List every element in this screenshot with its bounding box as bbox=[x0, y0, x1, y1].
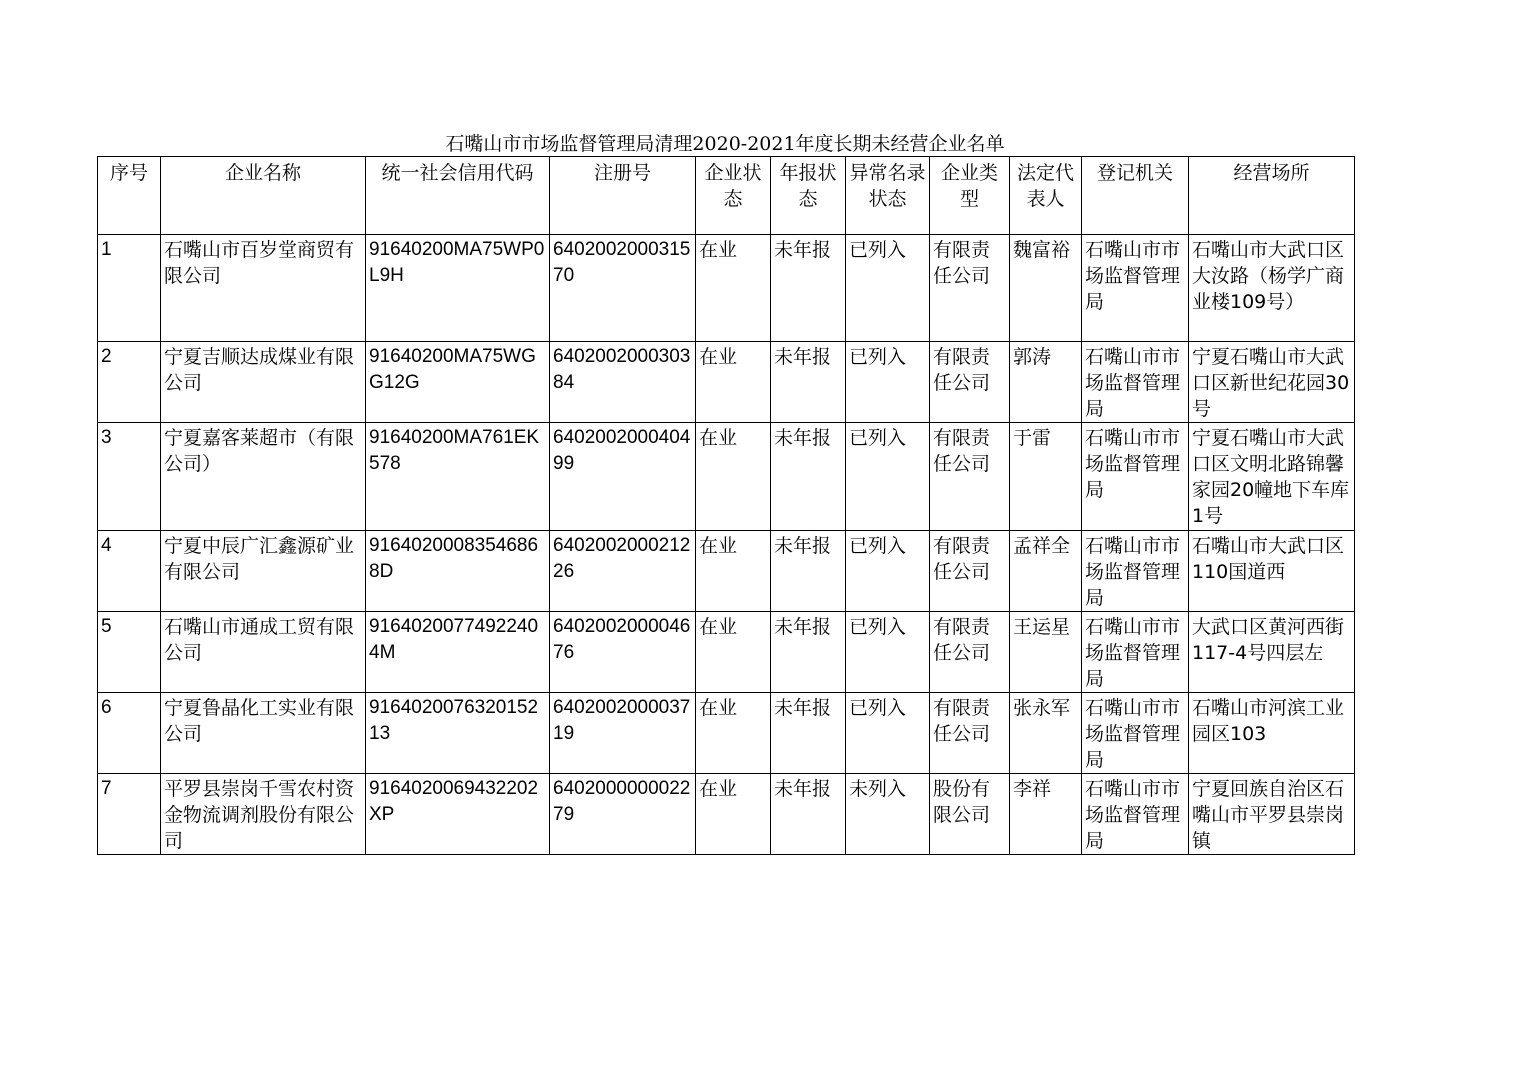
cell-index: 4 bbox=[98, 531, 161, 612]
cell-address: 宁夏石嘴山市大武口区新世纪花园30号 bbox=[1189, 342, 1355, 423]
cell-report: 未年报 bbox=[771, 342, 846, 423]
table-row bbox=[98, 612, 1355, 693]
cell-index: 1 bbox=[98, 235, 161, 342]
cell-type: 有限责任公司 bbox=[930, 423, 1010, 531]
cell-authority: 石嘴山市市场监督管理局 bbox=[1082, 693, 1189, 774]
cell-index: 7 bbox=[98, 774, 161, 855]
cell-index: 5 bbox=[98, 612, 161, 693]
cell-reg-no: 640200200021226 bbox=[550, 531, 696, 612]
header-cell-name: 企业名称 bbox=[161, 157, 366, 235]
cell-reg-no: 640200200040499 bbox=[550, 423, 696, 531]
cell-address: 石嘴山市大武口区110国道西 bbox=[1189, 531, 1355, 612]
header-cell-report: 年报状态 bbox=[771, 157, 846, 235]
cell-status: 在业 bbox=[696, 235, 771, 342]
cell-name: 宁夏吉顺达成煤业有限公司 bbox=[161, 342, 366, 423]
cell-status: 在业 bbox=[696, 423, 771, 531]
cell-name: 宁夏嘉客莱超市（有限公司） bbox=[161, 423, 366, 531]
cell-rep: 郭涛 bbox=[1010, 342, 1082, 423]
cell-status: 在业 bbox=[696, 612, 771, 693]
cell-rep: 李祥 bbox=[1010, 774, 1082, 855]
cell-abnormal: 已列入 bbox=[846, 423, 930, 531]
cell-abnormal: 已列入 bbox=[846, 531, 930, 612]
cell-name: 平罗县崇岗千雪农村资金物流调剂股份有限公司 bbox=[161, 774, 366, 855]
cell-rep: 魏富裕 bbox=[1010, 235, 1082, 342]
cell-address: 石嘴山市河滨工业园区103 bbox=[1189, 693, 1355, 774]
cell-status: 在业 bbox=[696, 342, 771, 423]
cell-credit-code: 91640200MA761EK578 bbox=[366, 423, 550, 531]
cell-rep: 孟祥全 bbox=[1010, 531, 1082, 612]
table-row bbox=[98, 693, 1355, 774]
header-cell-authority: 登记机关 bbox=[1082, 157, 1189, 235]
cell-report: 未年报 bbox=[771, 693, 846, 774]
table-row bbox=[98, 342, 1355, 423]
cell-authority: 石嘴山市市场监督管理局 bbox=[1082, 774, 1189, 855]
cell-abnormal: 已列入 bbox=[846, 235, 930, 342]
cell-reg-no: 640200200030384 bbox=[550, 342, 696, 423]
header-cell-index: 序号 bbox=[98, 157, 161, 235]
cell-rep: 王运星 bbox=[1010, 612, 1082, 693]
cell-index: 3 bbox=[98, 423, 161, 531]
cell-type: 有限责任公司 bbox=[930, 342, 1010, 423]
cell-report: 未年报 bbox=[771, 235, 846, 342]
cell-index: 2 bbox=[98, 342, 161, 423]
cell-name: 宁夏鲁晶化工实业有限公司 bbox=[161, 693, 366, 774]
cell-abnormal: 已列入 bbox=[846, 342, 930, 423]
cell-credit-code: 91640200MA75WGG12G bbox=[366, 342, 550, 423]
cell-name: 石嘴山市百岁堂商贸有限公司 bbox=[161, 235, 366, 342]
cell-name: 石嘴山市通成工贸有限公司 bbox=[161, 612, 366, 693]
table-row bbox=[98, 531, 1355, 612]
cell-index: 6 bbox=[98, 693, 161, 774]
enterprise-table bbox=[97, 156, 1355, 855]
document-title: 石嘴山市市场监督管理局清理2020-2021年度长期未经营企业名单 bbox=[445, 133, 1005, 155]
cell-credit-code: 91640200083546868D bbox=[366, 531, 550, 612]
table-row bbox=[98, 423, 1355, 531]
cell-abnormal: 已列入 bbox=[846, 693, 930, 774]
cell-address: 大武口区黄河西街117-4号四层左 bbox=[1189, 612, 1355, 693]
header-cell-type: 企业类型 bbox=[930, 157, 1010, 235]
cell-report: 未年报 bbox=[771, 531, 846, 612]
cell-reg-no: 640200000002279 bbox=[550, 774, 696, 855]
cell-name: 宁夏中辰广汇鑫源矿业有限公司 bbox=[161, 531, 366, 612]
cell-credit-code: 91640200MA75WP0L9H bbox=[366, 235, 550, 342]
cell-authority: 石嘴山市市场监督管理局 bbox=[1082, 531, 1189, 612]
header-cell-credit-code: 统一社会信用代码 bbox=[366, 157, 550, 235]
cell-report: 未年报 bbox=[771, 612, 846, 693]
header-cell-reg-no: 注册号 bbox=[550, 157, 696, 235]
cell-credit-code: 9164020069432202XP bbox=[366, 774, 550, 855]
cell-abnormal: 已列入 bbox=[846, 612, 930, 693]
header-cell-rep: 法定代表人 bbox=[1010, 157, 1082, 235]
cell-status: 在业 bbox=[696, 693, 771, 774]
cell-authority: 石嘴山市市场监督管理局 bbox=[1082, 342, 1189, 423]
table-header-row bbox=[98, 157, 1355, 235]
cell-address: 石嘴山市大武口区大汝路（杨学广商业楼109号） bbox=[1189, 235, 1355, 342]
table-row bbox=[98, 235, 1355, 342]
cell-report: 未年报 bbox=[771, 423, 846, 531]
cell-type: 有限责任公司 bbox=[930, 235, 1010, 342]
header-cell-abnormal: 异常名录状态 bbox=[846, 157, 930, 235]
cell-abnormal: 未列入 bbox=[846, 774, 930, 855]
cell-rep: 张永军 bbox=[1010, 693, 1082, 774]
cell-credit-code: 91640200774922404M bbox=[366, 612, 550, 693]
cell-type: 有限责任公司 bbox=[930, 531, 1010, 612]
cell-type: 有限责任公司 bbox=[930, 693, 1010, 774]
header-cell-address: 经营场所 bbox=[1189, 157, 1355, 235]
cell-address: 宁夏石嘴山市大武口区文明北路锦馨家园20幢地下车库1号 bbox=[1189, 423, 1355, 531]
cell-authority: 石嘴山市市场监督管理局 bbox=[1082, 235, 1189, 342]
cell-rep: 于雷 bbox=[1010, 423, 1082, 531]
cell-reg-no: 640200200004676 bbox=[550, 612, 696, 693]
cell-authority: 石嘴山市市场监督管理局 bbox=[1082, 612, 1189, 693]
cell-type: 有限责任公司 bbox=[930, 612, 1010, 693]
header-cell-status: 企业状态 bbox=[696, 157, 771, 235]
cell-reg-no: 640200200031570 bbox=[550, 235, 696, 342]
cell-address: 宁夏回族自治区石嘴山市平罗县崇岗镇 bbox=[1189, 774, 1355, 855]
cell-credit-code: 916402007632015213 bbox=[366, 693, 550, 774]
table-row bbox=[98, 774, 1355, 855]
cell-report: 未年报 bbox=[771, 774, 846, 855]
cell-type: 股份有限公司 bbox=[930, 774, 1010, 855]
cell-status: 在业 bbox=[696, 774, 771, 855]
cell-authority: 石嘴山市市场监督管理局 bbox=[1082, 423, 1189, 531]
cell-reg-no: 640200200003719 bbox=[550, 693, 696, 774]
cell-status: 在业 bbox=[696, 531, 771, 612]
